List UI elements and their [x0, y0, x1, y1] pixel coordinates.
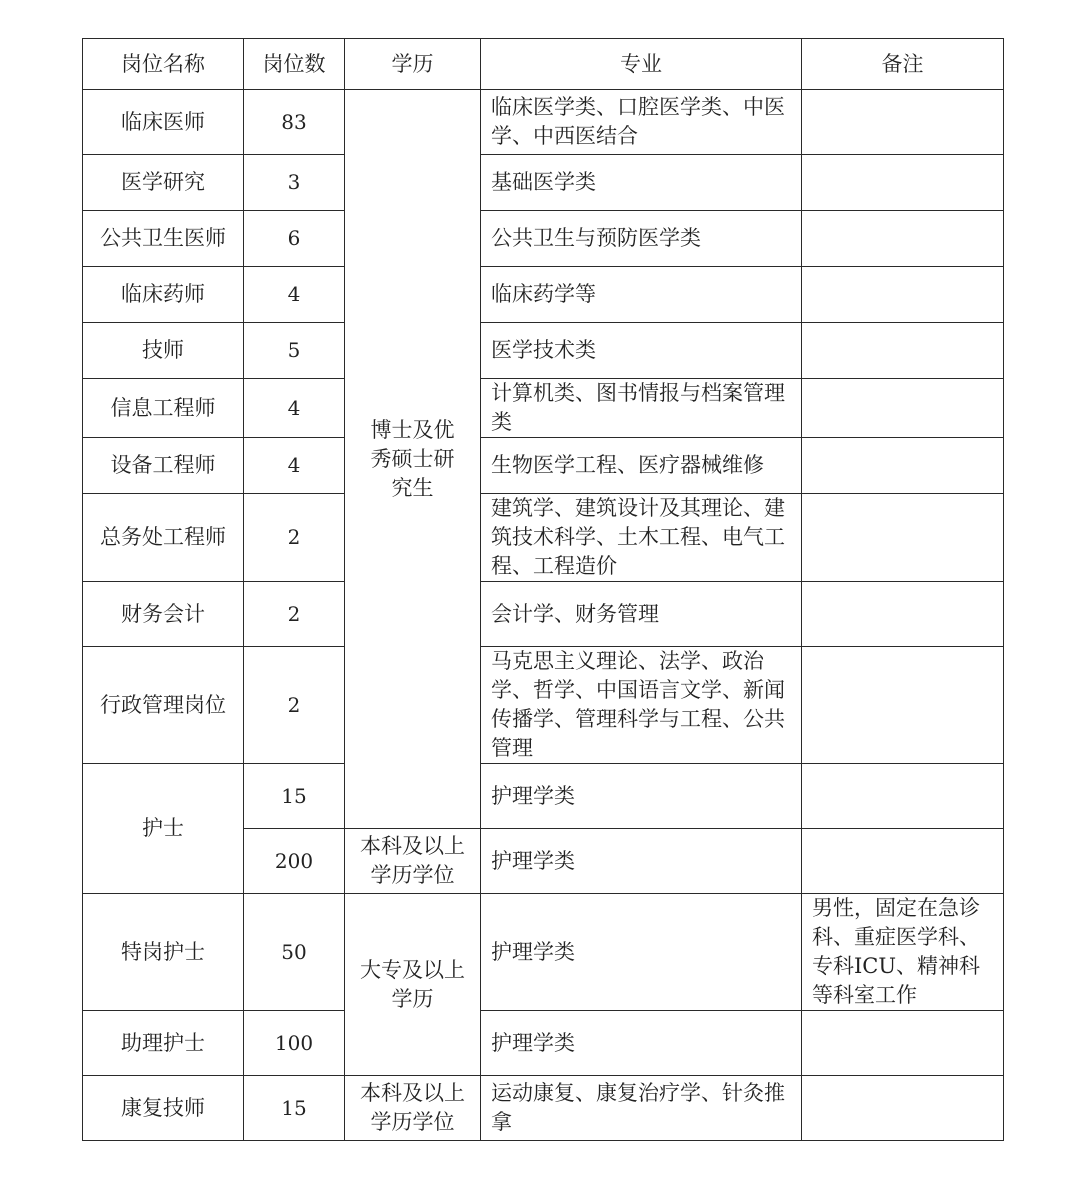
major-cell: 会计学、财务管理: [481, 582, 802, 647]
major-cell: 护理学类: [481, 829, 802, 894]
count-cell: 4: [244, 267, 345, 323]
education-cell-bachelor-rehab: [345, 1076, 481, 1141]
major-cell: 公共卫生与预防医学类: [481, 211, 802, 267]
recruitment-table-page: [82, 38, 1004, 1141]
table-row: [83, 211, 1004, 267]
position-cell: 临床医师: [83, 90, 244, 155]
count-cell: 4: [244, 438, 345, 494]
table-row: [83, 894, 1004, 1011]
header-education: 学历: [345, 39, 481, 90]
table-row: [83, 764, 1004, 829]
position-cell: 助理护士: [83, 1011, 244, 1076]
table-row: [83, 494, 1004, 582]
position-cell: 公共卫生医师: [83, 211, 244, 267]
major-cell: 马克思主义理论、法学、政治学、哲学、中国语言文学、新闻传播学、管理科学与工程、公共管理: [481, 647, 802, 764]
table-row: [83, 647, 1004, 764]
position-cell: 康复技师: [83, 1076, 244, 1141]
header-count: 岗位数: [244, 39, 345, 90]
count-cell: 83: [244, 90, 345, 155]
count-cell: 2: [244, 582, 345, 647]
education-text: 博士及优秀硕士研究生: [370, 417, 455, 500]
remark-cell: [802, 438, 1004, 494]
major-cell: 医学技术类: [481, 323, 802, 379]
remark-cell: [802, 494, 1004, 582]
header-row: [83, 39, 1004, 90]
position-cell: 财务会计: [83, 582, 244, 647]
remark-cell: [802, 323, 1004, 379]
count-cell: 4: [244, 379, 345, 438]
count-cell: 100: [244, 1011, 345, 1076]
major-cell: 运动康复、康复治疗学、针灸推拿: [481, 1076, 802, 1141]
header-remark: 备注: [802, 39, 1004, 90]
position-cell: 信息工程师: [83, 379, 244, 438]
major-cell: 护理学类: [481, 894, 802, 1011]
count-cell: 15: [244, 764, 345, 829]
position-cell: 护士: [83, 764, 244, 894]
education-cell-doctor-master: [345, 90, 481, 829]
position-cell: 技师: [83, 323, 244, 379]
header-major: 专业: [481, 39, 802, 90]
table-row: [83, 1076, 1004, 1141]
table-row: [83, 90, 1004, 155]
position-cell: 临床药师: [83, 267, 244, 323]
remark-cell: [802, 155, 1004, 211]
count-cell: 15: [244, 1076, 345, 1141]
remark-cell: 男性，固定在急诊科、重症医学科、专科ICU、精神科等科室工作: [802, 894, 1004, 1011]
count-cell: 2: [244, 494, 345, 582]
major-cell: 建筑学、建筑设计及其理论、建筑技术科学、土木工程、电气工程、工程造价: [481, 494, 802, 582]
remark-cell: [802, 1076, 1004, 1141]
major-cell: 临床药学等: [481, 267, 802, 323]
remark-cell: [802, 379, 1004, 438]
major-cell: 计算机类、图书情报与档案管理类: [481, 379, 802, 438]
remark-cell: [802, 582, 1004, 647]
table-row: [83, 323, 1004, 379]
remark-cell: [802, 267, 1004, 323]
count-cell: 3: [244, 155, 345, 211]
education-text: 本科及以上学历学位: [360, 834, 465, 887]
recruitment-table: [82, 38, 1004, 1141]
education-cell-bachelor-nurse: [345, 829, 481, 894]
major-cell: 临床医学类、口腔医学类、中医学、中西医结合: [481, 90, 802, 155]
position-cell: 行政管理岗位: [83, 647, 244, 764]
position-cell: 特岗护士: [83, 894, 244, 1011]
count-cell: 50: [244, 894, 345, 1011]
count-cell: 200: [244, 829, 345, 894]
table-row: [83, 1011, 1004, 1076]
position-cell: 医学研究: [83, 155, 244, 211]
position-cell: 设备工程师: [83, 438, 244, 494]
count-cell: 5: [244, 323, 345, 379]
count-cell: 6: [244, 211, 345, 267]
remark-cell: [802, 211, 1004, 267]
table-row: [83, 379, 1004, 438]
count-cell: 2: [244, 647, 345, 764]
education-cell-college: [345, 894, 481, 1076]
table-row: [83, 438, 1004, 494]
major-cell: 护理学类: [481, 1011, 802, 1076]
remark-cell: [802, 764, 1004, 829]
major-cell: 护理学类: [481, 764, 802, 829]
major-cell: 生物医学工程、医疗器械维修: [481, 438, 802, 494]
table-row: [83, 155, 1004, 211]
education-text: 本科及以上学历学位: [360, 1081, 465, 1134]
education-text: 大专及以上学历: [360, 957, 465, 1011]
remark-cell: [802, 829, 1004, 894]
position-cell: 总务处工程师: [83, 494, 244, 582]
remark-cell: [802, 647, 1004, 764]
remark-cell: [802, 1011, 1004, 1076]
table-row: [83, 267, 1004, 323]
header-position: 岗位名称: [83, 39, 244, 90]
major-cell: 基础医学类: [481, 155, 802, 211]
table-row: [83, 582, 1004, 647]
remark-cell: [802, 90, 1004, 155]
